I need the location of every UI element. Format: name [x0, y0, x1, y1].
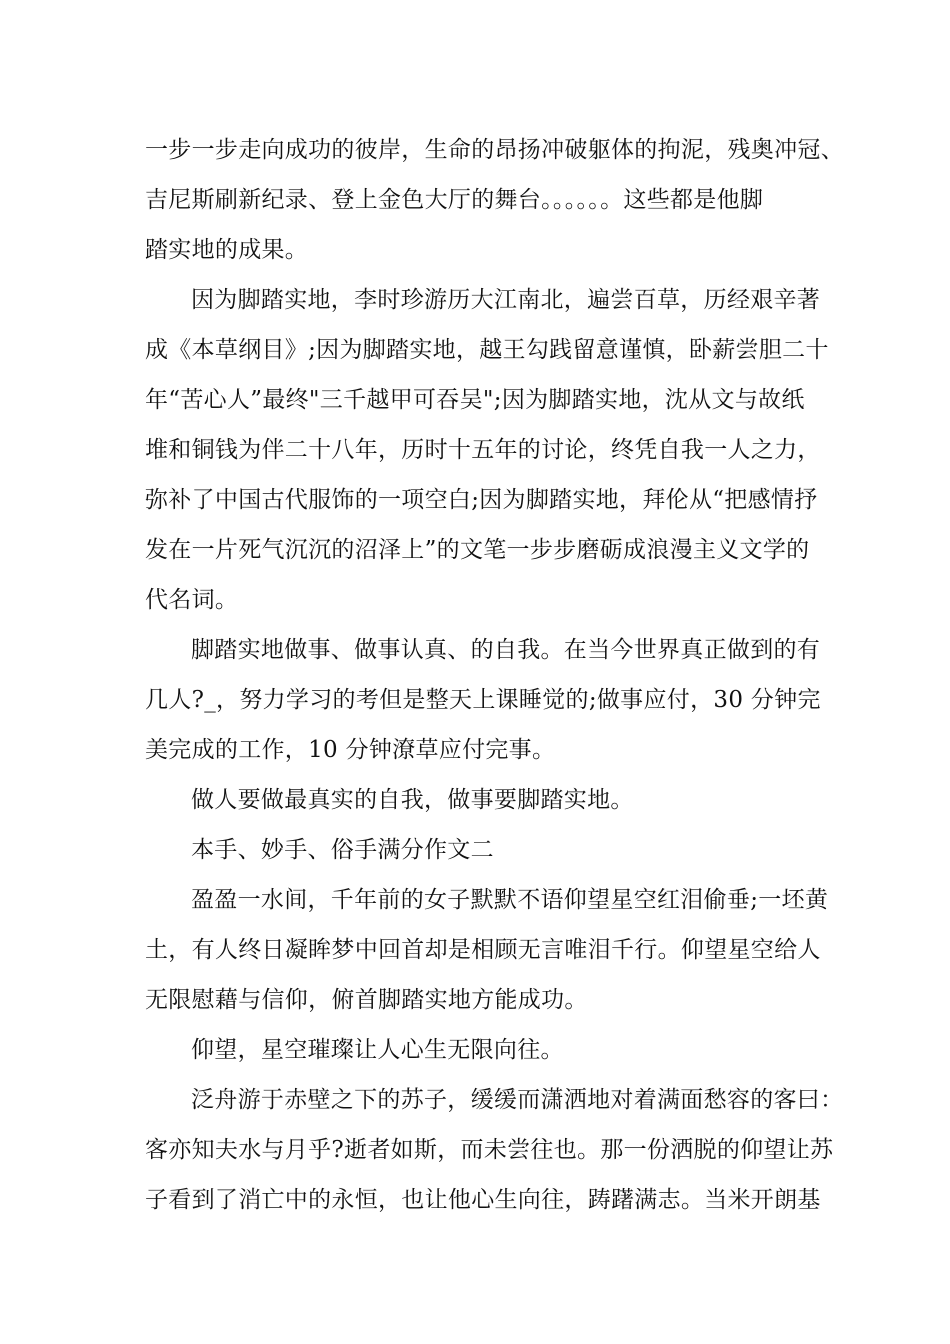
text-line: 土，有人终日凝眸梦中回首却是相顾无言唯泪千行。仰望星空给人 [145, 937, 821, 963]
text-line: 因为脚踏实地，李时珍游历大江南北，遍尝百草，历经艰辛著 [191, 287, 821, 313]
text-line: 一步一步走向成功的彼岸，生命的昂扬冲破躯体的拘泥，残奥冲冠、 [145, 137, 844, 163]
text-line: 吉尼斯刷新纪录、登上金色大厅的舞台。。。。。。这些都是他脚 [145, 187, 764, 213]
text-line: 成《本草纲目》;因为脚踏实地，越王勾践留意谨慎，卧薪尝胆二十 [145, 337, 829, 363]
text-line: 脚踏实地做事、做事认真、的自我。在当今世界真正做到的有 [191, 637, 821, 663]
text-line: 堆和铜钱为伴二十八年，历时十五年的讨论，终凭自我一人之力， [145, 437, 821, 463]
text-line: 无限慰藉与信仰，俯首脚踏实地方能成功。 [145, 987, 588, 1013]
text-line: 弥补了中国古代服饰的一项空白;因为脚踏实地，拜伦从“把感情抒 [145, 487, 818, 513]
text-line: 美完成的工作，10 分钟潦草应付完事。 [145, 737, 556, 763]
text-line: 做人要做最真实的自我，做事要脚踏实地。 [191, 787, 634, 813]
text-line: 泛舟游于赤壁之下的苏子，缓缓而潇洒地对着满面愁容的客曰： [191, 1087, 844, 1113]
text-line: 子看到了消亡中的永恒，也让他心生向往，踌躇满志。当米开朗基 [145, 1187, 821, 1213]
text-line: 客亦知夫水与月乎?逝者如斯，而未尝往也。那一份洒脱的仰望让苏 [145, 1137, 834, 1163]
text-line: 代名词。 [145, 587, 239, 613]
text-line: 几人?_，努力学习的考但是整天上课睡觉的;做事应付，30 分钟完 [145, 687, 821, 713]
text-line: 本手、妙手、俗手满分作文二 [191, 837, 494, 863]
essay-body [145, 125, 844, 1225]
text-line: 发在一片死气沉沉的沼泽上”的文笔一步步磨砺成浪漫主义文学的 [145, 537, 810, 563]
text-line: 仰望，星空璀璨让人心生无限向往。 [191, 1037, 564, 1063]
text-line: 年“苦心人”最终"三千越甲可吞吴";因为脚踏实地，沈从文与故纸 [145, 387, 805, 413]
text-line: 踏实地的成果。 [145, 237, 309, 263]
text-line: 盈盈一水间，千年前的女子默默不语仰望星空红泪偷垂;一坯黄 [191, 887, 829, 913]
